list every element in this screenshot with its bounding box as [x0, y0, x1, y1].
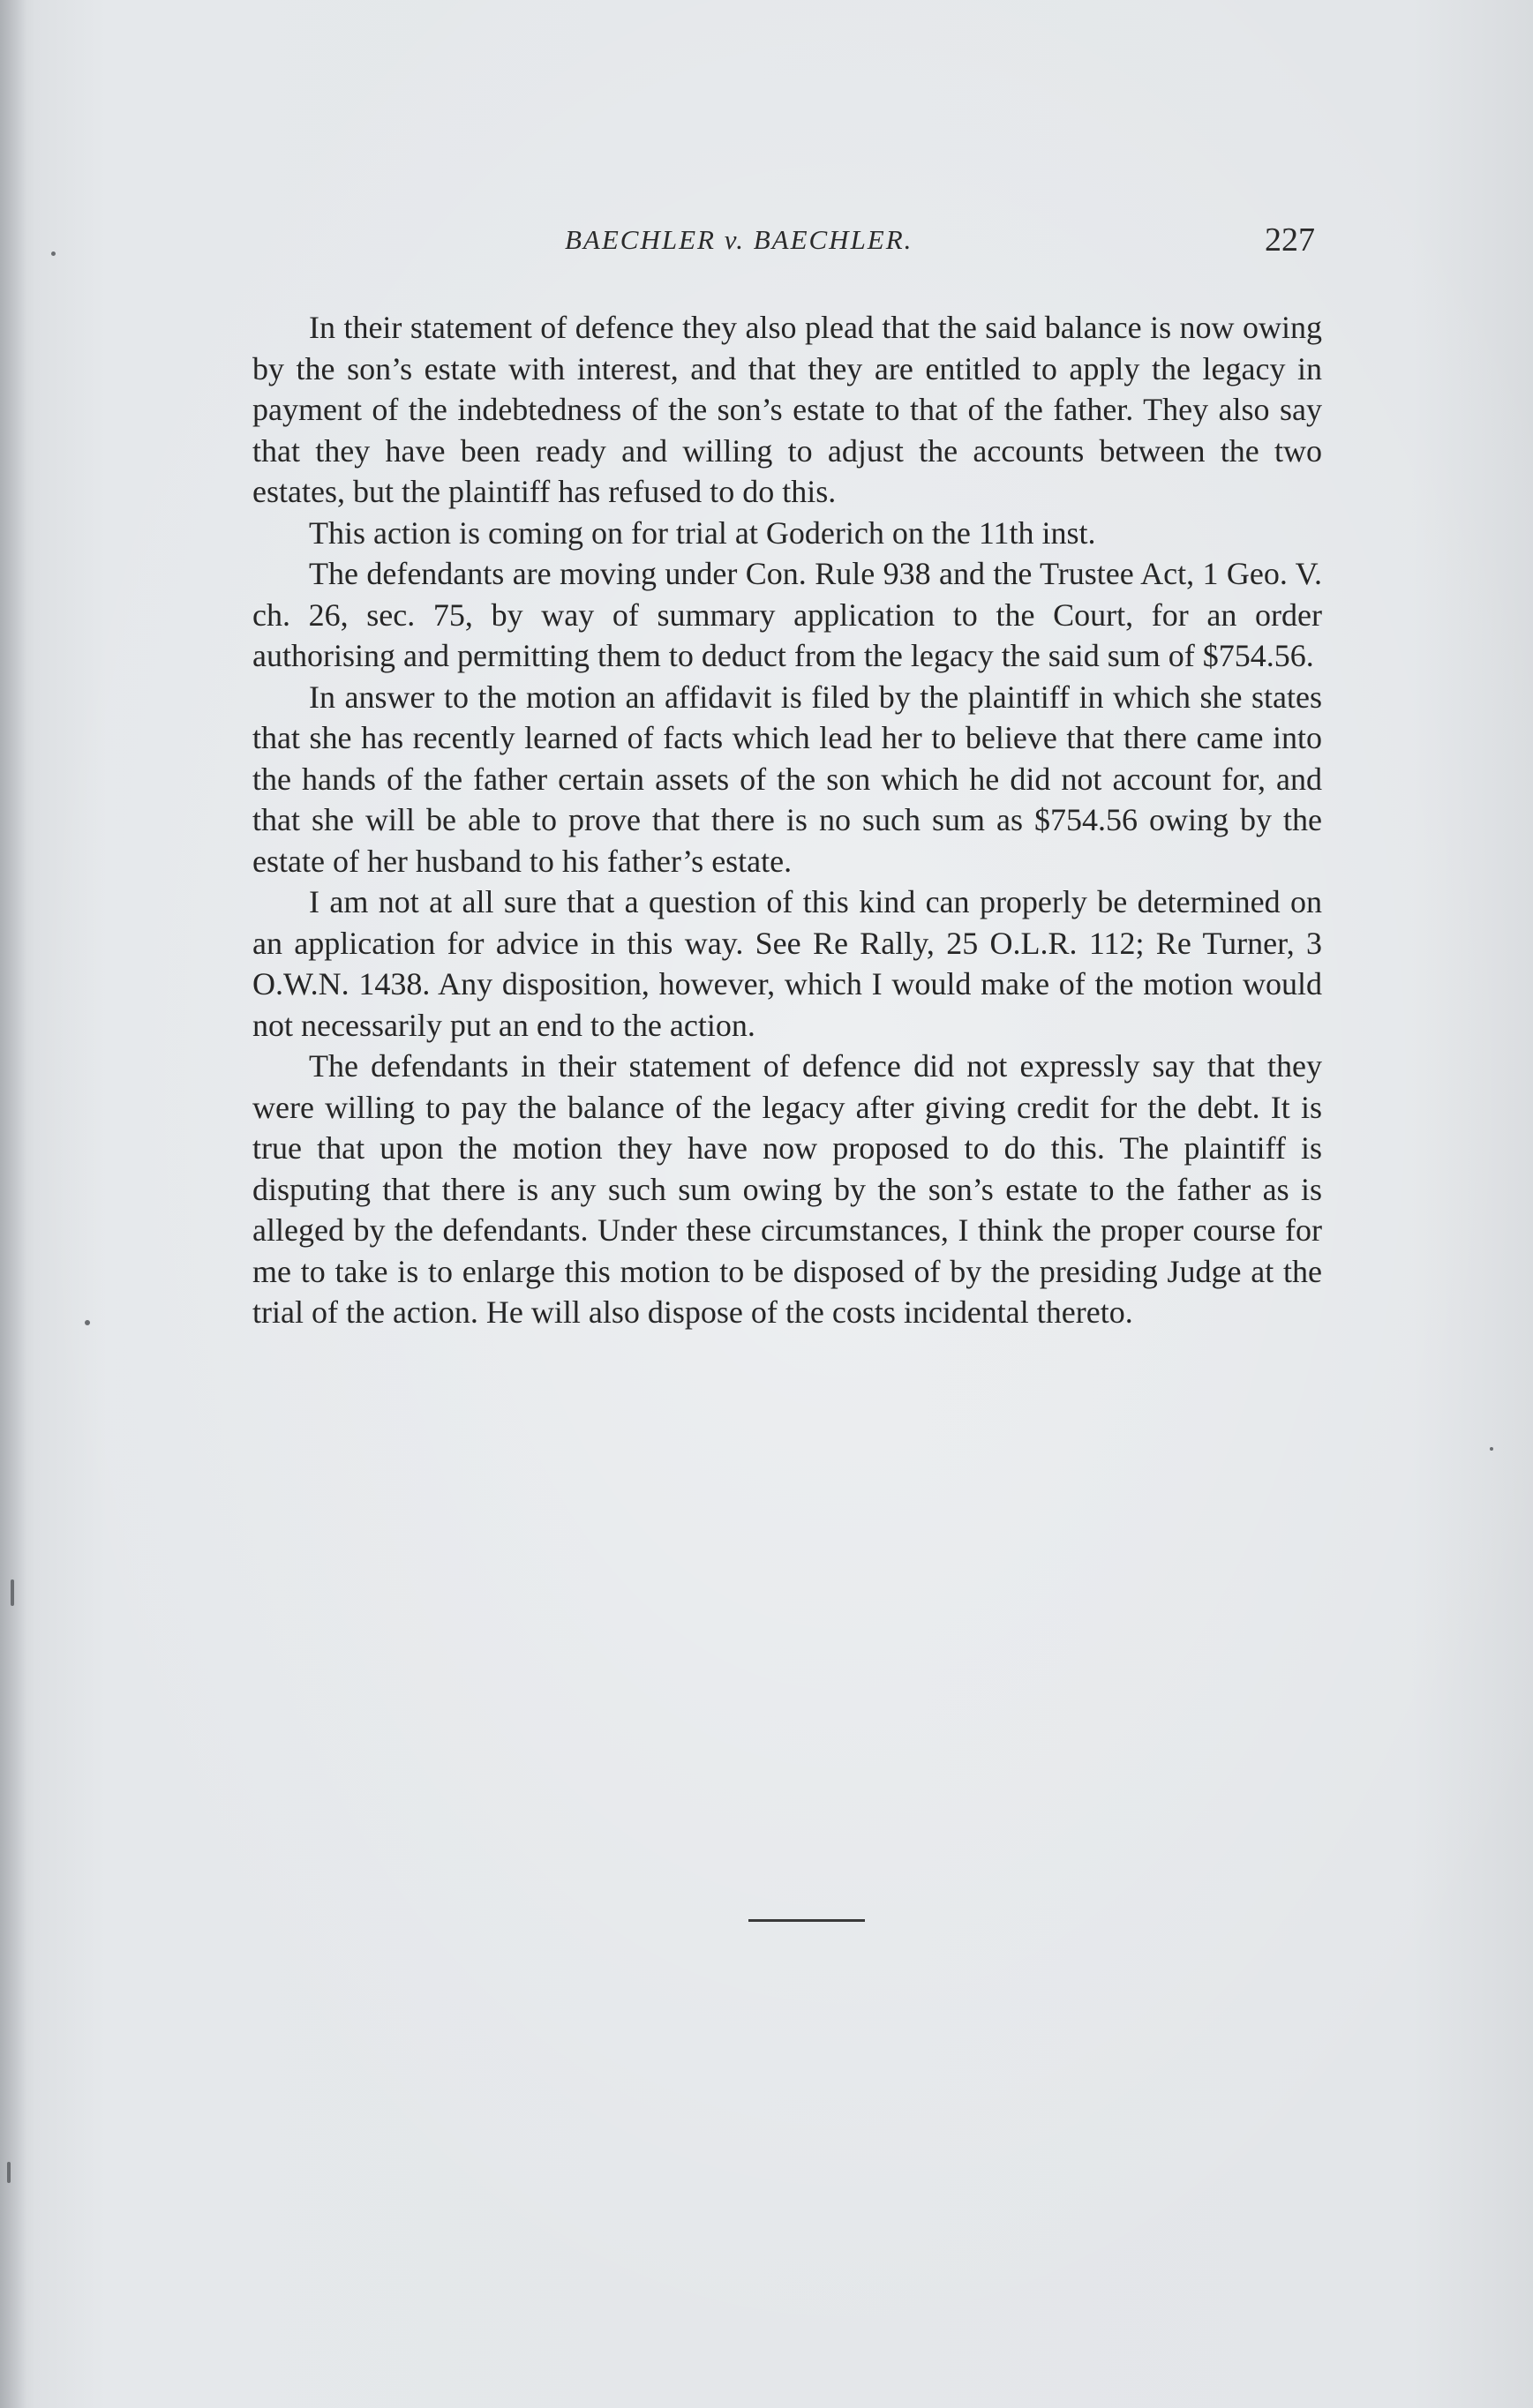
paper-speck: [1490, 1447, 1493, 1451]
paragraph: In their statement of defence they also plead that the said balance is now owing by the son’s estate with interest, and that they are entitled to apply the legacy in payment of the indebtedness of the son’s estate to that of the father. They also say that they have been ready and willing to adjust the accounts between the two estates, but the plaintiff has refused to do this.: [252, 310, 1322, 509]
text-body: [252, 307, 1322, 1333]
paragraph: The defendants in their statement of defence did not expressly say that they were willing to pay the balance of the legacy after giving credit for the debt. It is true that upon the motion they have now proposed to do this. The plaintiff is disputing that there is any such sum owing by the son’s estate to the father as is alleged by the defendants. Under these circumstances, I think the proper course for me to take is to enlarge this motion to be disposed of by the presiding Judge at the trial of the action. He will also dispose of the costs incidental thereto.: [252, 1048, 1322, 1330]
paragraph: The defendants are moving under Con. Rule 938 and the Trustee Act, 1 Geo. V. ch. 26, sec. 75, by way of summary application to the Court, for an order authorising and permitting them to deduct from the legacy the said sum of $754.56.: [252, 556, 1322, 673]
page-number: 227: [1265, 221, 1315, 259]
running-title: BAECHLER v. BAECHLER.: [565, 224, 913, 255]
running-head: [247, 221, 1315, 265]
paper-speck: [85, 1320, 90, 1325]
binding-shadow: [0, 0, 26, 2408]
section-divider-rule: [748, 1919, 865, 1922]
paragraph: I am not at all sure that a question of this kind can properly be determined on an application for advice in this way. See Re Rally, 25 O.L.R. 112; Re Turner, 3 O.W.N. 1438. Any disposition, however, which I would make of the motion would not necessarily put an end to the action.: [252, 884, 1322, 1043]
paragraph: In answer to the motion an affidavit is filed by the plaintiff in which she states that she has recently learned of facts which lead her to believe that there came into the hands of the father certain assets of the son which he did not account for, and that she will be able to prove that there is no such sum as $754.56 owing by the estate of her husband to his father’s estate.: [252, 679, 1322, 879]
paper-speck: [11, 1579, 14, 1606]
paper-speck: [7, 2162, 11, 2183]
paragraph: This action is coming on for trial at Goderich on the 11th inst.: [309, 514, 1096, 551]
paper-speck: [51, 251, 56, 256]
